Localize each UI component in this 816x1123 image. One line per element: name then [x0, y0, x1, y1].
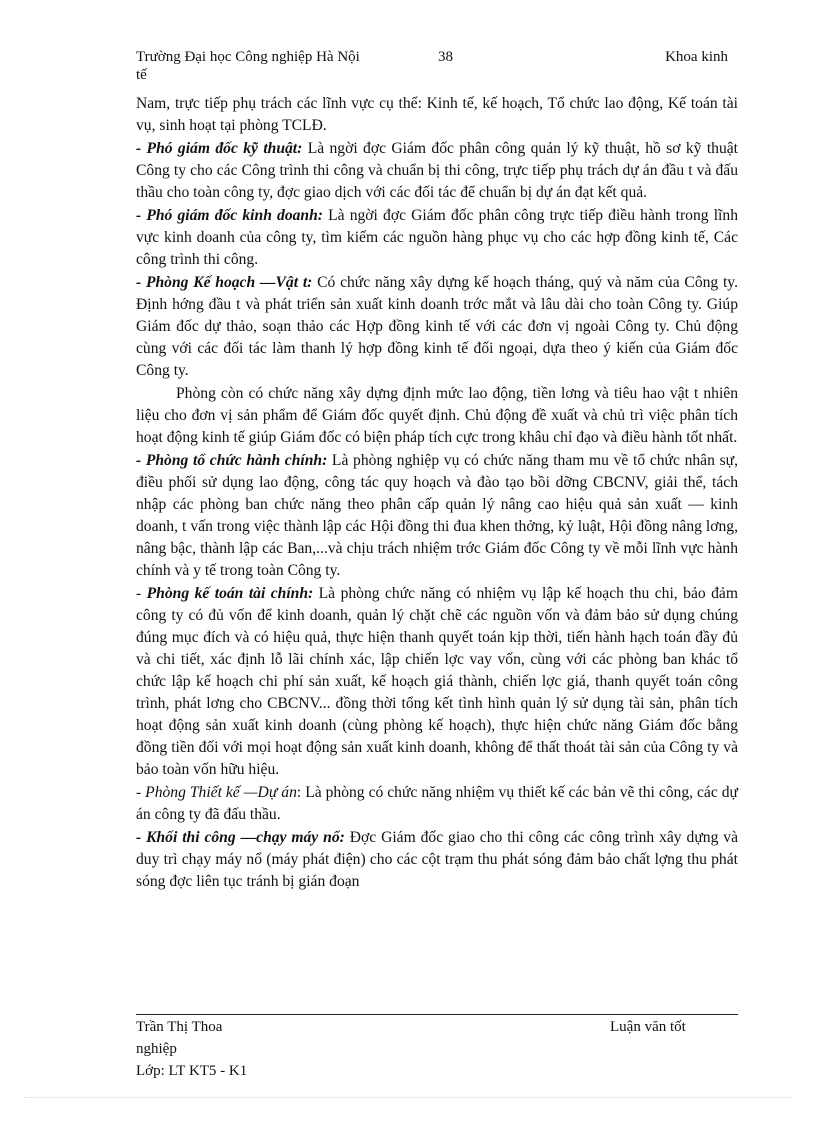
paragraph-text: Đợc Giám đốc giao cho thi công các công trình xây dựng và duy trì chạy máy nổ (máy phát điện) cho các cột trạm thu phát sóng đảm bảo chất lợng thu phát sóng đợc liên tục tránh bị gián đoạn — [136, 829, 738, 890]
document-body — [136, 93, 738, 893]
page-header — [136, 48, 738, 84]
header-faculty — [665, 48, 728, 66]
paragraph-text: : Là phòng có chức năng nhiệm vụ thiết kế các bản vẽ thi công, các dự án công ty đã đấu thầu. — [136, 784, 738, 823]
paragraph-title: - Khối thi công —chạy máy nổ: — [136, 829, 345, 846]
paragraph-text: Là ngời đợc Giám đốc phân công trực tiếp điều hành trong lĩnh vực kinh doanh của công ty, tìm kiếm các nguồn hàng phục vụ cho các hợp đồng kinh tế, Các công trình thi công. — [136, 207, 738, 268]
header-faculty-line2: tế — [136, 67, 147, 83]
paragraph-admin-dept — [136, 450, 738, 582]
paragraph-title: - Phòng Thiết kế —Dự án — [136, 784, 297, 801]
header-school-name: Trường Đại học Công nghiệp Hà Nội — [136, 49, 360, 65]
paragraph-deputy-technical — [136, 138, 738, 204]
paragraph-title: - Phòng Kế hoạch —Vật t: — [136, 274, 313, 291]
footer-thesis-label: Luận văn tốt — [610, 1019, 686, 1035]
page-bottom-rule — [24, 1097, 792, 1098]
page-footer — [136, 1014, 738, 1082]
paragraph-text: Là ngời đợc Giám đốc phân công quản lý kỹ thuật, hồ sơ kỹ thuật Công ty cho các Công trình thi công và chuẩn bị thi công, trực tiếp phụ trách dự án đầu t và đấu thầu cho toàn công ty, đợc giao dịch với các đối tác để chuẩn bị dự án đạt kết quả. — [136, 140, 739, 201]
paragraph-text: Nam, trực tiếp phụ trách các lĩnh vực cụ thể: Kinh tế, kế hoạch, Tổ chức lao động, Kế toán tài vụ, sinh hoạt tại phòng TCLĐ. — [136, 95, 738, 134]
paragraph-text: Có chức năng xây dựng kế hoạch tháng, quý và năm của Công ty. Định hớng đầu t và phát triển sản xuất kinh doanh trớc mắt và lâu dài cho toàn Công ty. Giúp Giám đốc dự thảo, soạn thảo các Hợp đồng kinh tế với các đơn vị ngoài Công ty. Chủ động cùng với các đối tác làm thanh lý hợp đồng kinh tế đối ngoại, dựa theo ý kiến của Giám đốc Công ty. — [136, 274, 738, 379]
paragraph-lead: - — [136, 585, 147, 602]
paragraph-title: - Phòng tổ chức hành chính: — [136, 452, 328, 469]
header-faculty-line1: Khoa kinh — [665, 49, 728, 65]
paragraph-finance-dept — [136, 583, 738, 781]
paragraph-deputy-business — [136, 205, 738, 271]
paragraph-planning-dept — [136, 272, 738, 382]
header-page-number: 38 — [438, 49, 453, 65]
paragraph-text: Là phòng nghiệp vụ có chức năng tham mu về tổ chức nhân sự, điều phối sử dụng lao động, công tác quy hoạch và đào tạo bồi dỡng CBCNV, giải thể, tách nhập các phòng ban chức năng theo phân cấp quản lý nâng cao hiệu quả sản xuất — kinh doanh, t vấn trong việc thành lập các Hội đồng thi đua khen thởng, kỷ luật, Hội đồng nâng lơng, nâng bậc, thành lập các Ban,...và chịu trách nhiệm trớc Giám đốc Công ty về mỗi lĩnh vực hành chính và y tế trong toàn Công ty. — [136, 452, 738, 579]
footer-thesis-line2: nghiệp — [136, 1041, 177, 1057]
paragraph-intro — [136, 93, 738, 137]
footer-class: Lớp: LT KT5 - K1 — [136, 1063, 248, 1079]
paragraph-design-dept — [136, 782, 738, 826]
footer-author: Trần Thị Thoa — [136, 1019, 223, 1035]
paragraph-title: - Phó giám đốc kỹ thuật: — [136, 140, 303, 157]
paragraph-text: Là phòng chức năng có nhiệm vụ lập kế hoạch thu chi, bảo đảm công ty có đủ vốn để kinh doanh, quản lý chặt chẽ các nguồn vốn và đảm bảo sử dụng chúng đúng mục đích và có hiệu quả, thực hiện thanh quyết toán kịp thời, tiến hành hạch toán đầy đủ và chi tiết, xác định lỗ lãi chính xác, lập chiến lợc vay vốn, cùng với các phòng ban khác tổ chức lập kế hoạch chi phí sản xuất, kế hoạch giá thành, chiến lợc giá, thanh quyết toán công trình, phát lơng cho CBCNV... đồng thời tổng kết tình hình quản lý sử dụng tài sản, phân tích hoạt động sản xuất kinh doanh (cùng phòng kế hoạch), thực hiện chức năng Giám đốc bằng đồng tiền đối với mọi hoạt động sản xuất kinh doanh, không để thất thoát tài sản của Công ty và bảo toàn vốn hữu hiệu. — [136, 585, 738, 778]
paragraph-text: Phòng còn có chức năng xây dựng định mức lao động, tiền lơng và tiêu hao vật t nhiên liệu cho đơn vị sản phẩm để Giám đốc quyết định. Chủ động đề xuất và chủ trì việc phân tích hoạt động kinh tế giúp Giám đốc có biện pháp tích cực trong khâu chỉ đạo và điều hành tốt nhất. — [136, 385, 738, 446]
document-page — [136, 48, 738, 894]
paragraph-title: Phòng kế toán tài chính: — [146, 585, 314, 602]
paragraph-title: - Phó giám đốc kinh doanh: — [136, 207, 323, 224]
paragraph-construction — [136, 827, 738, 893]
footer-row — [136, 1016, 738, 1038]
paragraph-planning-extra — [136, 383, 738, 449]
